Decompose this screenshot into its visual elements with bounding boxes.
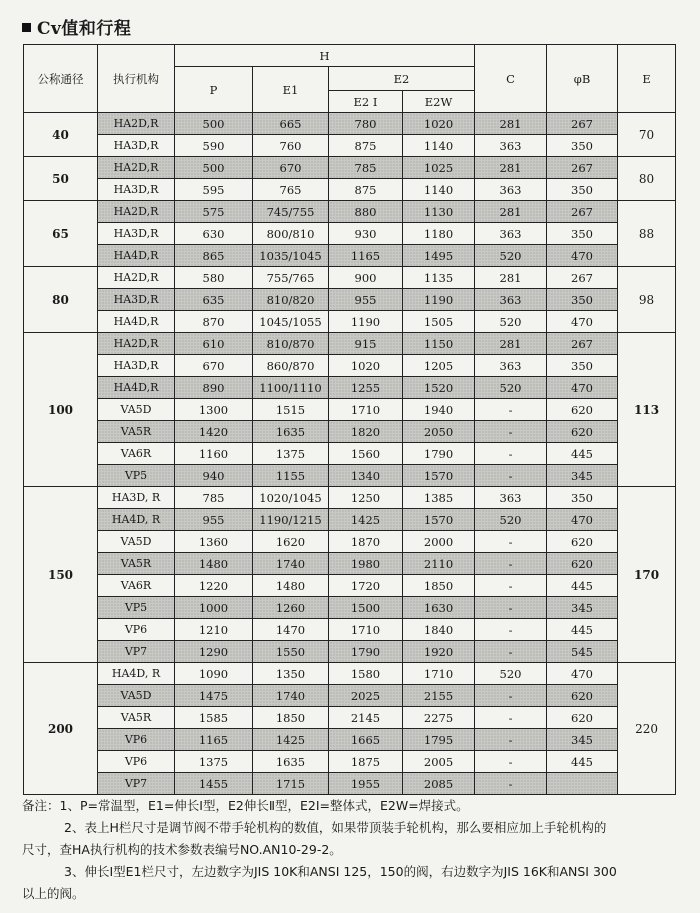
actuator-cell: HA2D,R — [98, 201, 175, 223]
e-dimension-cell: 70 — [618, 113, 676, 157]
e2i-cell: 1870 — [329, 531, 403, 553]
c-cell: - — [475, 685, 547, 707]
table-body — [24, 113, 676, 795]
note-2-line-2: 尺寸，查HA执行机构的技术参数表编号NO.AN10-29-2。 — [22, 842, 342, 857]
e2w-cell: 1940 — [403, 399, 475, 421]
table-row — [24, 421, 676, 443]
table-row — [24, 267, 676, 289]
phib-cell: 470 — [547, 509, 618, 531]
header-e2w: E2W — [403, 91, 475, 113]
p-cell: 1000 — [175, 597, 253, 619]
nominal-size-cell: 80 — [24, 267, 98, 333]
e2w-cell: 1520 — [403, 377, 475, 399]
actuator-cell: VA5R — [98, 421, 175, 443]
p-cell: 1210 — [175, 619, 253, 641]
e1-cell: 1375 — [253, 443, 329, 465]
c-cell: - — [475, 399, 547, 421]
p-cell: 1290 — [175, 641, 253, 663]
header-actuator: 执行机构 — [98, 45, 175, 113]
e1-cell: 1635 — [253, 421, 329, 443]
nominal-size-cell: 150 — [24, 487, 98, 663]
c-cell: 363 — [475, 223, 547, 245]
e2i-cell: 2025 — [329, 685, 403, 707]
e2i-cell: 1425 — [329, 509, 403, 531]
c-cell: - — [475, 773, 547, 795]
c-cell: - — [475, 553, 547, 575]
e2w-cell: 2005 — [403, 751, 475, 773]
table-row — [24, 135, 676, 157]
e1-cell: 765 — [253, 179, 329, 201]
phib-cell: 620 — [547, 531, 618, 553]
c-cell: 520 — [475, 509, 547, 531]
table-row — [24, 311, 676, 333]
actuator-cell: VA5D — [98, 685, 175, 707]
phib-cell: 470 — [547, 377, 618, 399]
actuator-cell: VA5R — [98, 707, 175, 729]
actuator-cell: VP7 — [98, 773, 175, 795]
e1-cell: 670 — [253, 157, 329, 179]
note-1: 备注：1、P=常温型，E1=伸长Ⅰ型，E2伸长Ⅱ型，E2Ⅰ=整体式，E2W=焊接式。 — [22, 798, 469, 813]
e2w-cell: 2000 — [403, 531, 475, 553]
table-row — [24, 179, 676, 201]
table-row — [24, 289, 676, 311]
table-row — [24, 355, 676, 377]
p-cell: 500 — [175, 113, 253, 135]
phib-cell: 350 — [547, 223, 618, 245]
square-bullet-icon — [22, 23, 31, 32]
e2w-cell: 1840 — [403, 619, 475, 641]
phib-cell: 350 — [547, 487, 618, 509]
actuator-cell: VA5R — [98, 553, 175, 575]
table-row — [24, 751, 676, 773]
e2i-cell: 915 — [329, 333, 403, 355]
e2w-cell: 1025 — [403, 157, 475, 179]
e1-cell: 1550 — [253, 641, 329, 663]
p-cell: 890 — [175, 377, 253, 399]
e1-cell: 665 — [253, 113, 329, 135]
e2w-cell: 1790 — [403, 443, 475, 465]
e1-cell: 1740 — [253, 685, 329, 707]
e2i-cell: 1720 — [329, 575, 403, 597]
e1-cell: 1480 — [253, 575, 329, 597]
p-cell: 785 — [175, 487, 253, 509]
p-cell: 1090 — [175, 663, 253, 685]
p-cell: 1475 — [175, 685, 253, 707]
actuator-cell: VP5 — [98, 465, 175, 487]
c-cell: - — [475, 707, 547, 729]
p-cell: 630 — [175, 223, 253, 245]
e1-cell: 1035/1045 — [253, 245, 329, 267]
e1-cell: 1155 — [253, 465, 329, 487]
e1-cell: 1350 — [253, 663, 329, 685]
phib-cell: 445 — [547, 443, 618, 465]
phib-cell: 267 — [547, 267, 618, 289]
actuator-cell: VA5D — [98, 399, 175, 421]
actuator-cell: HA4D, R — [98, 509, 175, 531]
e2w-cell: 1205 — [403, 355, 475, 377]
e1-cell: 1740 — [253, 553, 329, 575]
e2i-cell: 1790 — [329, 641, 403, 663]
actuator-cell: HA4D,R — [98, 377, 175, 399]
note-3-line-1: 3、伸长Ⅰ型E1栏尺寸，左边数字为JIS 10K和ANSI 125，150的阀，右边数字为JIS 16K和ANSI 300 — [64, 864, 617, 879]
c-cell: - — [475, 531, 547, 553]
actuator-cell: HA3D,R — [98, 355, 175, 377]
header-h: H — [175, 45, 475, 67]
e2w-cell: 2085 — [403, 773, 475, 795]
phib-cell: 345 — [547, 597, 618, 619]
nominal-size-cell: 40 — [24, 113, 98, 157]
table-row — [24, 685, 676, 707]
e1-cell: 1100/1110 — [253, 377, 329, 399]
actuator-cell: VP6 — [98, 619, 175, 641]
p-cell: 865 — [175, 245, 253, 267]
nominal-size-cell: 50 — [24, 157, 98, 201]
e2w-cell: 1920 — [403, 641, 475, 663]
e1-cell: 1020/1045 — [253, 487, 329, 509]
p-cell: 1220 — [175, 575, 253, 597]
phib-cell: 470 — [547, 245, 618, 267]
actuator-cell: HA4D,R — [98, 311, 175, 333]
e-dimension-cell: 170 — [618, 487, 676, 663]
phib-cell: 620 — [547, 685, 618, 707]
e1-cell: 755/765 — [253, 267, 329, 289]
actuator-cell: VA6R — [98, 575, 175, 597]
c-cell: 520 — [475, 311, 547, 333]
actuator-cell: VA6R — [98, 443, 175, 465]
nominal-size-cell: 65 — [24, 201, 98, 267]
phib-cell: 445 — [547, 751, 618, 773]
e2w-cell: 1140 — [403, 135, 475, 157]
e1-cell: 1635 — [253, 751, 329, 773]
phib-cell: 470 — [547, 311, 618, 333]
e2i-cell: 1710 — [329, 619, 403, 641]
e2i-cell: 1020 — [329, 355, 403, 377]
e2w-cell: 1130 — [403, 201, 475, 223]
e2i-cell: 1955 — [329, 773, 403, 795]
phib-cell: 350 — [547, 289, 618, 311]
actuator-cell: HA2D,R — [98, 157, 175, 179]
header-e: E — [618, 45, 676, 113]
actuator-cell: VP6 — [98, 751, 175, 773]
c-cell: - — [475, 751, 547, 773]
e2w-cell: 2050 — [403, 421, 475, 443]
e1-cell: 800/810 — [253, 223, 329, 245]
e2i-cell: 1820 — [329, 421, 403, 443]
c-cell: 281 — [475, 157, 547, 179]
table-row — [24, 113, 676, 135]
phib-cell: 267 — [547, 113, 618, 135]
e2i-cell: 880 — [329, 201, 403, 223]
p-cell: 955 — [175, 509, 253, 531]
c-cell: - — [475, 641, 547, 663]
actuator-cell: VP7 — [98, 641, 175, 663]
p-cell: 590 — [175, 135, 253, 157]
e-dimension-cell: 220 — [618, 663, 676, 795]
actuator-cell: HA3D,R — [98, 179, 175, 201]
actuator-cell: HA3D,R — [98, 289, 175, 311]
e2i-cell: 1710 — [329, 399, 403, 421]
phib-cell: 620 — [547, 399, 618, 421]
p-cell: 1360 — [175, 531, 253, 553]
p-cell: 1165 — [175, 729, 253, 751]
table-row — [24, 641, 676, 663]
e2w-cell: 1570 — [403, 465, 475, 487]
e2i-cell: 955 — [329, 289, 403, 311]
p-cell: 610 — [175, 333, 253, 355]
actuator-cell: VA5D — [98, 531, 175, 553]
phib-cell: 350 — [547, 135, 618, 157]
e1-cell: 1470 — [253, 619, 329, 641]
e2i-cell: 875 — [329, 179, 403, 201]
c-cell: 281 — [475, 113, 547, 135]
p-cell: 670 — [175, 355, 253, 377]
actuator-cell: HA4D,R — [98, 245, 175, 267]
table-row — [24, 465, 676, 487]
cv-stroke-table — [23, 44, 676, 795]
e2w-cell: 1385 — [403, 487, 475, 509]
actuator-cell: HA3D,R — [98, 223, 175, 245]
p-cell: 1420 — [175, 421, 253, 443]
c-cell: - — [475, 597, 547, 619]
header-e1: E1 — [253, 67, 329, 113]
table-row — [24, 531, 676, 553]
table-row — [24, 201, 676, 223]
c-cell: 363 — [475, 135, 547, 157]
e2i-cell: 785 — [329, 157, 403, 179]
actuator-cell: VP5 — [98, 597, 175, 619]
c-cell: - — [475, 619, 547, 641]
e2i-cell: 1665 — [329, 729, 403, 751]
header-e2: E2 — [329, 67, 475, 91]
e-dimension-cell: 80 — [618, 157, 676, 201]
c-cell: 363 — [475, 487, 547, 509]
p-cell: 1585 — [175, 707, 253, 729]
e2i-cell: 1340 — [329, 465, 403, 487]
header-p: P — [175, 67, 253, 113]
table-row — [24, 399, 676, 421]
p-cell: 635 — [175, 289, 253, 311]
table-row — [24, 729, 676, 751]
c-cell: - — [475, 443, 547, 465]
e2i-cell: 875 — [329, 135, 403, 157]
p-cell: 580 — [175, 267, 253, 289]
p-cell: 575 — [175, 201, 253, 223]
c-cell: 281 — [475, 267, 547, 289]
table-row — [24, 443, 676, 465]
e1-cell: 1045/1055 — [253, 311, 329, 333]
c-cell: 520 — [475, 245, 547, 267]
actuator-cell: HA4D, R — [98, 663, 175, 685]
table-row — [24, 597, 676, 619]
e2i-cell: 1560 — [329, 443, 403, 465]
p-cell: 1160 — [175, 443, 253, 465]
e1-cell: 1715 — [253, 773, 329, 795]
phib-cell: 470 — [547, 663, 618, 685]
header-phib: φB — [547, 45, 618, 113]
p-cell: 1300 — [175, 399, 253, 421]
table-header — [24, 45, 676, 113]
e-dimension-cell: 88 — [618, 201, 676, 267]
e2w-cell: 1850 — [403, 575, 475, 597]
e1-cell: 810/820 — [253, 289, 329, 311]
c-cell: 520 — [475, 663, 547, 685]
c-cell: 363 — [475, 355, 547, 377]
e2i-cell: 1250 — [329, 487, 403, 509]
e1-cell: 1190/1215 — [253, 509, 329, 531]
e2i-cell: 930 — [329, 223, 403, 245]
p-cell: 870 — [175, 311, 253, 333]
phib-cell: 267 — [547, 201, 618, 223]
phib-cell — [547, 773, 618, 795]
e1-cell: 1260 — [253, 597, 329, 619]
e2i-cell: 1580 — [329, 663, 403, 685]
e2w-cell: 1135 — [403, 267, 475, 289]
e2i-cell: 1165 — [329, 245, 403, 267]
e2i-cell: 780 — [329, 113, 403, 135]
e2i-cell: 1190 — [329, 311, 403, 333]
e2w-cell: 1630 — [403, 597, 475, 619]
table-row — [24, 333, 676, 355]
header-c: C — [475, 45, 547, 113]
p-cell: 500 — [175, 157, 253, 179]
p-cell: 1480 — [175, 553, 253, 575]
e2w-cell: 1180 — [403, 223, 475, 245]
phib-cell: 445 — [547, 575, 618, 597]
p-cell: 595 — [175, 179, 253, 201]
phib-cell: 620 — [547, 553, 618, 575]
e2w-cell: 1190 — [403, 289, 475, 311]
actuator-cell: HA2D,R — [98, 333, 175, 355]
table-row — [24, 619, 676, 641]
phib-cell: 267 — [547, 157, 618, 179]
e-dimension-cell: 113 — [618, 333, 676, 487]
e2i-cell: 900 — [329, 267, 403, 289]
table-row — [24, 773, 676, 795]
phib-cell: 350 — [547, 179, 618, 201]
table-row — [24, 575, 676, 597]
phib-cell: 445 — [547, 619, 618, 641]
e2w-cell: 2275 — [403, 707, 475, 729]
e1-cell: 1850 — [253, 707, 329, 729]
p-cell: 1455 — [175, 773, 253, 795]
table-row — [24, 707, 676, 729]
table-row — [24, 553, 676, 575]
actuator-cell: HA3D, R — [98, 487, 175, 509]
e1-cell: 1425 — [253, 729, 329, 751]
c-cell: 281 — [475, 333, 547, 355]
e-dimension-cell: 98 — [618, 267, 676, 333]
e2i-cell: 1255 — [329, 377, 403, 399]
c-cell: - — [475, 465, 547, 487]
phib-cell: 620 — [547, 707, 618, 729]
table-row — [24, 245, 676, 267]
phib-cell: 267 — [547, 333, 618, 355]
e1-cell: 1515 — [253, 399, 329, 421]
e1-cell: 760 — [253, 135, 329, 157]
e2w-cell: 2110 — [403, 553, 475, 575]
actuator-cell: HA2D,R — [98, 267, 175, 289]
table-row — [24, 157, 676, 179]
c-cell: 520 — [475, 377, 547, 399]
e1-cell: 810/870 — [253, 333, 329, 355]
nominal-size-cell: 100 — [24, 333, 98, 487]
phib-cell: 620 — [547, 421, 618, 443]
phib-cell: 345 — [547, 465, 618, 487]
table-row — [24, 223, 676, 245]
actuator-cell: VP6 — [98, 729, 175, 751]
e2w-cell: 1505 — [403, 311, 475, 333]
e2i-cell: 1875 — [329, 751, 403, 773]
page-title: Cv值和行程 — [22, 14, 131, 39]
actuator-cell: HA2D,R — [98, 113, 175, 135]
phib-cell: 345 — [547, 729, 618, 751]
notes — [22, 795, 684, 905]
p-cell: 1375 — [175, 751, 253, 773]
c-cell: - — [475, 421, 547, 443]
e2w-cell: 1795 — [403, 729, 475, 751]
c-cell: 363 — [475, 289, 547, 311]
e2w-cell: 1020 — [403, 113, 475, 135]
e2w-cell: 1570 — [403, 509, 475, 531]
e2i-cell: 1500 — [329, 597, 403, 619]
p-cell: 940 — [175, 465, 253, 487]
note-2-line-1: 2、表上H栏尺寸是调节阀不带手轮机构的数值，如果带顶装手轮机构，那么要相应加上手轮机构的 — [64, 820, 607, 835]
c-cell: - — [475, 575, 547, 597]
e2i-cell: 1980 — [329, 553, 403, 575]
c-cell: 363 — [475, 179, 547, 201]
table-row — [24, 663, 676, 685]
e2w-cell: 1495 — [403, 245, 475, 267]
c-cell: 281 — [475, 201, 547, 223]
e1-cell: 1620 — [253, 531, 329, 553]
table-row — [24, 509, 676, 531]
nominal-size-cell: 200 — [24, 663, 98, 795]
e1-cell: 860/870 — [253, 355, 329, 377]
phib-cell: 350 — [547, 355, 618, 377]
c-cell: - — [475, 729, 547, 751]
table-row — [24, 377, 676, 399]
table-row — [24, 487, 676, 509]
e2w-cell: 1140 — [403, 179, 475, 201]
e1-cell: 745/755 — [253, 201, 329, 223]
e2w-cell: 2155 — [403, 685, 475, 707]
header-nominal: 公称通径 — [24, 45, 98, 113]
e2w-cell: 1710 — [403, 663, 475, 685]
e2w-cell: 1150 — [403, 333, 475, 355]
note-3-line-2: 以上的阀。 — [22, 886, 85, 901]
header-e2i: E2 I — [329, 91, 403, 113]
e2i-cell: 2145 — [329, 707, 403, 729]
actuator-cell: HA3D,R — [98, 135, 175, 157]
phib-cell: 545 — [547, 641, 618, 663]
